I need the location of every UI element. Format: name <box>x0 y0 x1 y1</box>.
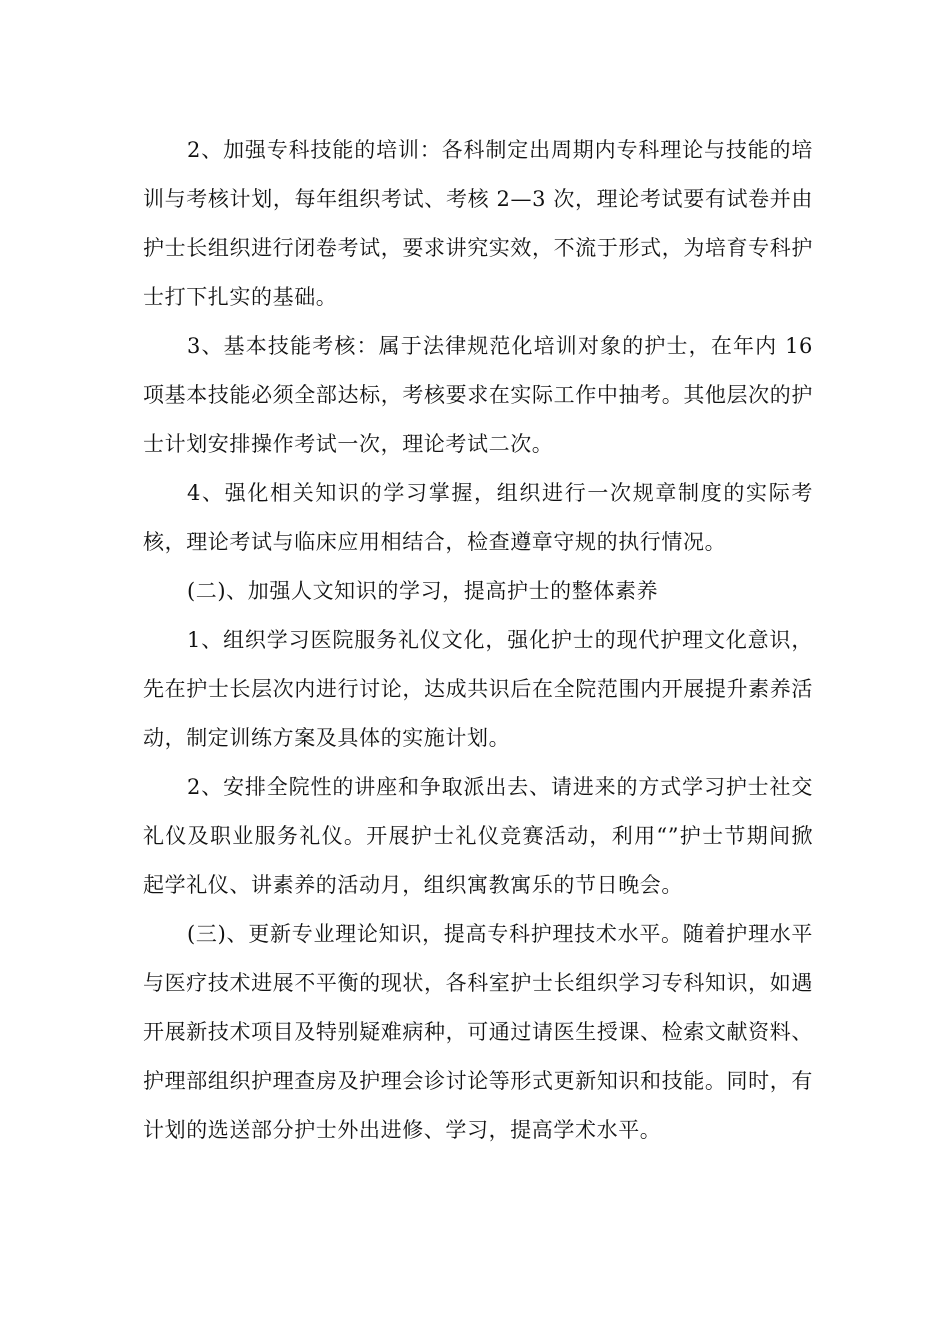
document-body <box>143 126 813 1155</box>
paragraph-related-knowledge: 4、强化相关知识的学习掌握，组织进行一次规章制度的实际考核，理论考试与临床应用相结合，检查遵章守规的执行情况。 <box>143 481 813 554</box>
paragraph-lectures-etiquette: 2、安排全院性的讲座和争取派出去、请进来的方式学习护士社交礼仪及职业服务礼仪。开展护士礼仪竞赛活动，利用“”护士节期间掀起学礼仪、讲素养的活动月，组织寓教寓乐的节日晚会。 <box>143 775 813 897</box>
paragraph-basic-skill-assessment: 3、基本技能考核：属于法律规范化培训对象的护士，在年内 16 项基本技能必须全部达标，考核要求在实际工作中抽考。其他层次的护士计划安排操作考试一次，理论考试二次。 <box>143 334 813 456</box>
paragraph-update-knowledge: (三)、更新专业理论知识，提高专科护理技术水平。随着护理水平与医疗技术进展不平衡的现状，各科室护士长组织学习专科知识，如遇开展新技术项目及特别疑难病种，可通过请医生授课、检索文献资料、护理部组织护理查房及护理会诊讨论等形式更新知识和技能。同时，有计划的选送部分护士外出进修、学习，提高学术水平。 <box>143 922 813 1142</box>
paragraph-etiquette-culture: 1、组织学习医院服务礼仪文化，强化护士的现代护理文化意识，先在护士长层次内进行讨论，达成共识后在全院范围内开展提升素养活动，制定训练方案及具体的实施计划。 <box>143 628 813 750</box>
paragraph-specialty-skill-training: 2、加强专科技能的培训：各科制定出周期内专科理论与技能的培训与考核计划，每年组织考试、考核 2—3 次，理论考试要有试卷并由护士长组织进行闭卷考试，要求讲究实效，不流于形式，为培育专科护士打下扎实的基础。 <box>143 138 813 309</box>
section-heading-humanities: (二)、加强人文知识的学习，提高护士的整体素养 <box>187 579 659 603</box>
